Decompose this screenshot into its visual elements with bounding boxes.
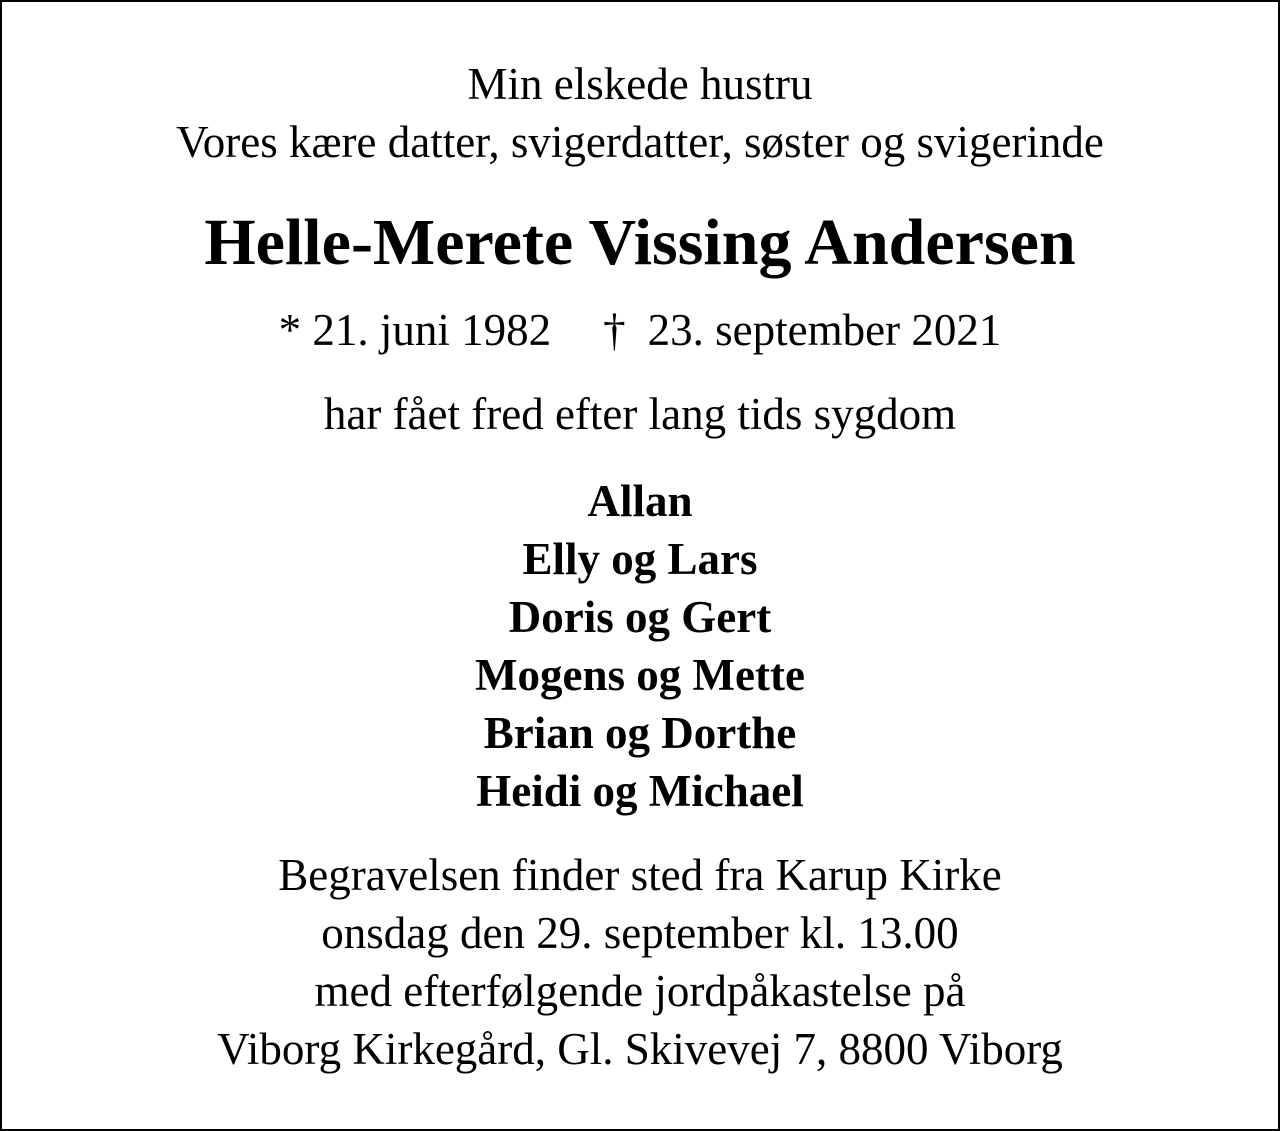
family-member: Elly og Lars: [522, 534, 758, 584]
birth-symbol: *: [278, 305, 302, 355]
life-dates: [2, 304, 1278, 356]
intro-line-1: Min elskede hustru: [467, 59, 813, 109]
intro-line-2: Vores kære datter, svigerdatter, søster og svigerinde: [176, 117, 1104, 167]
family-member: Doris og Gert: [508, 592, 772, 642]
death-date: 23. september 2021: [647, 305, 1002, 355]
birth-date: 21. juni 1982: [312, 305, 552, 355]
funeral-info-line: onsdag den 29. september kl. 13.00: [321, 908, 959, 958]
funeral-info-line: Begravelsen finder sted fra Karup Kirke: [278, 850, 1002, 900]
deceased-name: Helle-Merete Vissing Andersen: [204, 206, 1076, 279]
funeral-info-line: Viborg Kirkegård, Gl. Skivevej 7, 8800 Viborg: [217, 1024, 1063, 1074]
death-symbol: †: [603, 305, 626, 355]
death-phrase: har fået fred efter lang tids sygdom: [323, 389, 957, 439]
family-member: Brian og Dorthe: [483, 708, 797, 758]
family-member: Allan: [587, 476, 693, 526]
family-member: Mogens og Mette: [475, 650, 805, 700]
family-member: Heidi og Michael: [476, 766, 804, 816]
funeral-info-line: med efterfølgende jordpåkastelse på: [314, 966, 966, 1016]
